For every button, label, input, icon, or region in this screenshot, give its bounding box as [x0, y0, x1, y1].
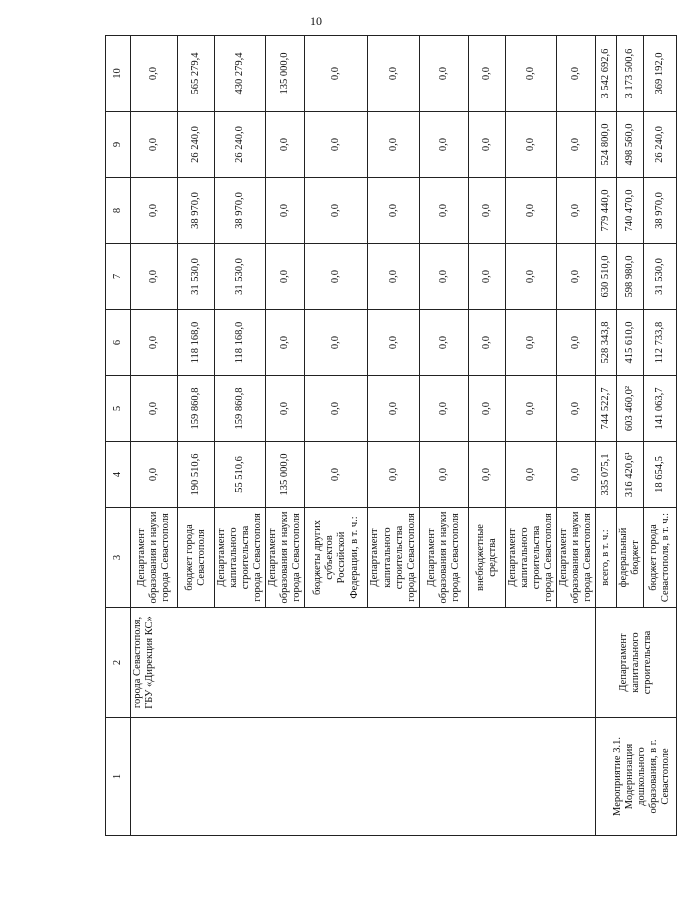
value-cell: 0,0: [131, 376, 178, 442]
value-cell: 0,0: [505, 376, 556, 442]
value-cell: 0,0: [131, 442, 178, 508]
value-cell: 0,0: [266, 112, 305, 178]
value-cell: 335 075,1: [596, 442, 617, 508]
value-cell: 0,0: [368, 310, 419, 376]
value-cell: 0,0: [505, 112, 556, 178]
col1-empty-cell: [131, 718, 596, 836]
value-cell: 524 800,0: [596, 112, 617, 178]
value-cell: 0,0: [305, 442, 368, 508]
value-cell: 159 860,8: [178, 376, 215, 442]
value-cell: 0,0: [305, 376, 368, 442]
value-cell: 159 860,8: [215, 376, 266, 442]
value-cell: 0,0: [368, 178, 419, 244]
value-cell: 118 168,0: [178, 310, 215, 376]
col-number-5: 5: [106, 376, 131, 442]
value-cell: 498 560,0: [617, 112, 644, 178]
value-cell: 0,0: [556, 112, 595, 178]
value-cell: 141 063,7: [644, 376, 677, 442]
executor-continuation: города Севастополя, ГБУ «Дирекция КС»: [131, 608, 596, 718]
value-cell: 0,0: [468, 112, 505, 178]
value-cell: 0,0: [505, 442, 556, 508]
col-number-10: 10: [106, 36, 131, 112]
value-cell: 18 654,5: [644, 442, 677, 508]
row-label: всего, в т. ч.:: [596, 508, 617, 608]
value-cell: 0,0: [266, 178, 305, 244]
value-cell: 135 000,0: [266, 442, 305, 508]
value-cell: 26 240,0: [215, 112, 266, 178]
value-cell: 3 173 500,6: [617, 36, 644, 112]
value-cell: 0,0: [419, 244, 468, 310]
value-cell: 0,0: [305, 178, 368, 244]
value-cell: 0,0: [419, 178, 468, 244]
value-cell: 26 240,0: [178, 112, 215, 178]
value-cell: 415 610,0: [617, 310, 644, 376]
value-cell: 779 440,0: [596, 178, 617, 244]
value-cell: 31 530,0: [178, 244, 215, 310]
budget-table: [105, 35, 677, 836]
rotated-content: [105, 36, 672, 836]
measure-executor-cell: Департамент капитального строительства: [596, 608, 677, 718]
value-cell: 0,0: [556, 244, 595, 310]
value-cell: 0,0: [305, 310, 368, 376]
col-number-6: 6: [106, 310, 131, 376]
value-cell: 0,0: [556, 442, 595, 508]
row-label: бюджет города Севастополя: [178, 508, 215, 608]
value-cell: 118 168,0: [215, 310, 266, 376]
value-cell: 38 970,0: [644, 178, 677, 244]
row-label: внебюджетные средства: [468, 508, 505, 608]
value-cell: 0,0: [368, 36, 419, 112]
value-cell: 190 510,6: [178, 442, 215, 508]
value-cell: 630 510,0: [596, 244, 617, 310]
value-cell: 744 522,7: [596, 376, 617, 442]
value-cell: 0,0: [505, 36, 556, 112]
table-row: [596, 36, 617, 836]
value-cell: 0,0: [505, 244, 556, 310]
value-cell: 38 970,0: [215, 178, 266, 244]
value-cell: 0,0: [368, 244, 419, 310]
table-row: [131, 36, 178, 836]
value-cell: 0,0: [266, 376, 305, 442]
col-number-4: 4: [106, 442, 131, 508]
row-label: федеральный бюджет: [617, 508, 644, 608]
value-cell: 0,0: [305, 112, 368, 178]
col-number-7: 7: [106, 244, 131, 310]
value-cell: 0,0: [556, 310, 595, 376]
row-label: Департамент образования и науки города Севастополя: [419, 508, 468, 608]
value-cell: 0,0: [131, 112, 178, 178]
value-cell: 0,0: [266, 310, 305, 376]
value-cell: 0,0: [419, 310, 468, 376]
measure-3-1-cell: Мероприятие 3.1. Модернизация дошкольного образования, в г. Севастополе: [596, 718, 677, 836]
value-cell: 0,0: [131, 244, 178, 310]
value-cell: 38 970,0: [178, 178, 215, 244]
value-cell: 740 470,0: [617, 178, 644, 244]
value-cell: 0,0: [556, 376, 595, 442]
row-label: Департамент образования и науки города Севастополя: [266, 508, 305, 608]
page-number: 10: [310, 14, 322, 28]
value-cell: 316 420,6¹: [617, 442, 644, 508]
row-label: Департамент капитального строительства города Севастополя: [368, 508, 419, 608]
value-cell: 528 343,8: [596, 310, 617, 376]
value-cell: 0,0: [419, 376, 468, 442]
value-cell: 0,0: [468, 244, 505, 310]
header-row: [106, 36, 131, 836]
rotated-page: [105, 36, 672, 836]
value-cell: 112 733,8: [644, 310, 677, 376]
value-cell: 0,0: [131, 36, 178, 112]
col-number-9: 9: [106, 112, 131, 178]
row-label: Департамент капитального строительства города Севастополя: [505, 508, 556, 608]
value-cell: 0,0: [368, 376, 419, 442]
value-cell: 598 980,0: [617, 244, 644, 310]
value-cell: 3 542 692,6: [596, 36, 617, 112]
value-cell: 0,0: [468, 178, 505, 244]
value-cell: 0,0: [505, 178, 556, 244]
value-cell: 0,0: [468, 310, 505, 376]
value-cell: 26 240,0: [644, 112, 677, 178]
row-label: бюджеты других субъектов Российской Федерации, в т. ч.:: [305, 508, 368, 608]
col-number-8: 8: [106, 178, 131, 244]
value-cell: 0,0: [468, 442, 505, 508]
value-cell: 31 530,0: [644, 244, 677, 310]
value-cell: 0,0: [131, 178, 178, 244]
value-cell: 0,0: [556, 178, 595, 244]
value-cell: 31 530,0: [215, 244, 266, 310]
value-cell: 369 192,0: [644, 36, 677, 112]
value-cell: 603 460,0²: [617, 376, 644, 442]
value-cell: 0,0: [505, 310, 556, 376]
value-cell: 55 510,6: [215, 442, 266, 508]
value-cell: 0,0: [305, 36, 368, 112]
col-number-2: 2: [106, 608, 131, 718]
value-cell: 0,0: [419, 36, 468, 112]
value-cell: 0,0: [419, 442, 468, 508]
value-cell: 565 279,4: [178, 36, 215, 112]
value-cell: 0,0: [266, 244, 305, 310]
value-cell: 430 279,4: [215, 36, 266, 112]
row-label: Департамент образования и науки города Севастополя: [131, 508, 178, 608]
value-cell: 0,0: [305, 244, 368, 310]
row-label: Департамент капитального строительства города Севастополя: [215, 508, 266, 608]
value-cell: 0,0: [556, 36, 595, 112]
row-label: бюджет города Севастополя, в т. ч.:: [644, 508, 677, 608]
value-cell: 135 000,0: [266, 36, 305, 112]
value-cell: 0,0: [468, 376, 505, 442]
col-number-3: 3: [106, 508, 131, 608]
row-label: Департамент образования и науки города Севастополя: [556, 508, 595, 608]
value-cell: 0,0: [368, 442, 419, 508]
col-number-1: 1: [106, 718, 131, 836]
value-cell: 0,0: [419, 112, 468, 178]
value-cell: 0,0: [468, 36, 505, 112]
value-cell: 0,0: [368, 112, 419, 178]
value-cell: 0,0: [131, 310, 178, 376]
